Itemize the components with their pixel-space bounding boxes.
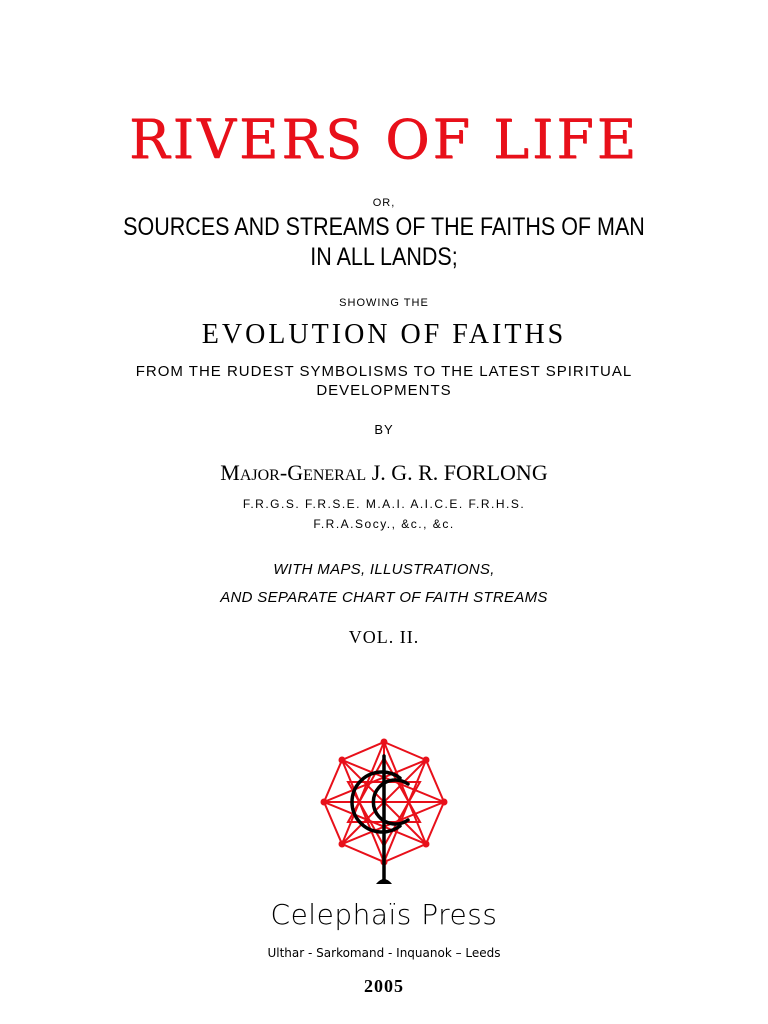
author-rank-initial-2: G — [287, 460, 304, 485]
credentials-line-2: F.R.A.Socy., &c., &c. — [313, 517, 455, 531]
author-rank-hyphen: - — [279, 460, 288, 485]
volume-number: VOL. II. — [348, 627, 420, 647]
by-label: BY — [374, 422, 394, 437]
showing-label: SHOWING THE — [339, 297, 429, 309]
illustrations-line-2: AND SEPARATE CHART OF FAITH STREAMS — [220, 589, 548, 606]
scope-description — [0, 362, 768, 400]
scope-line-2: DEVELOPMENTS — [316, 382, 452, 399]
author-credentials — [0, 494, 768, 534]
or-label: OR, — [372, 197, 396, 209]
author-rank-small-1: AJOR — [239, 467, 280, 484]
author-name — [0, 459, 768, 490]
book-subtitle — [54, 212, 714, 272]
publisher-cities: Ulthar - Sarkomand - Inquanok – Leeds — [267, 946, 501, 960]
author-rank-initial-1: M — [220, 460, 240, 485]
celephais-press-emblem-icon — [318, 736, 450, 892]
credentials-line-1: F.R.G.S. F.R.S.E. M.A.I. A.I.C.E. F.R.H.S. — [242, 497, 526, 511]
subtitle-line-1: SOURCES AND STREAMS OF THE FAITHS OF MAN — [123, 213, 645, 241]
publication-year: 2005 — [364, 976, 404, 996]
author-full-name: J. G. R. FORLONG — [366, 460, 548, 485]
evolution-heading: EVOLUTION OF FAITHS — [201, 319, 567, 350]
author-rank-small-2: ENERAL — [303, 467, 367, 484]
book-title: RIVERS OF LIFE — [128, 108, 640, 171]
publisher-name: Celephaïs Press — [270, 898, 498, 931]
subtitle-line-2: IN ALL LANDS; — [310, 243, 458, 271]
illustrations-note — [0, 556, 768, 612]
illustrations-line-1: WITH MAPS, ILLUSTRATIONS, — [273, 561, 495, 578]
scope-line-1: FROM THE RUDEST SYMBOLISMS TO THE LATEST SPIRITUAL — [135, 363, 633, 380]
